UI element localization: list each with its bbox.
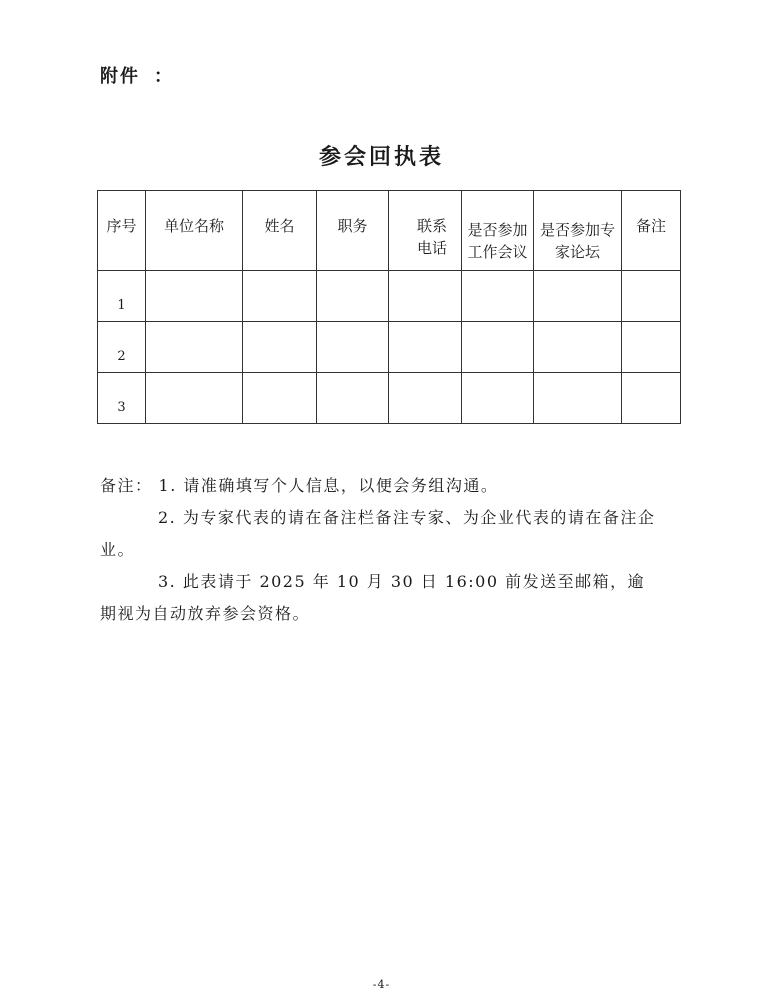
note-1 (100, 470, 660, 502)
row-number: 1 (98, 271, 146, 322)
cell-unit-name[interactable] (146, 373, 243, 424)
cell-phone[interactable] (389, 373, 462, 424)
cell-attend-forum[interactable] (534, 271, 622, 322)
note-2: 2. 为专家代表的请在备注栏备注专家、为企业代表的请在备注企业。 (100, 508, 656, 559)
row-number: 2 (98, 322, 146, 373)
page-title: 参会回执表 (318, 145, 444, 170)
header-phone-line1: 联系 (416, 217, 447, 235)
cell-remarks[interactable] (622, 322, 681, 373)
note-3: 3. 此表请于 2025 年 10 月 30 日 16:00 前发送至邮箱，逾期视为自动放弃参会资格。 (100, 572, 646, 623)
reply-form-table (97, 190, 681, 424)
table-row (98, 271, 681, 322)
header-unit-name: 单位名称 (146, 191, 243, 271)
header-position: 职务 (317, 191, 389, 271)
header-attend-forum (534, 191, 622, 271)
cell-name[interactable] (243, 322, 317, 373)
header-meeting-line2: 工作会议 (467, 243, 528, 261)
note-1-text: 1. 请准确填写个人信息，以便会务组沟通。 (158, 476, 499, 495)
attachment-text: 附件 (100, 66, 140, 87)
cell-attend-meeting[interactable] (462, 373, 534, 424)
cell-attend-forum[interactable] (534, 373, 622, 424)
header-meeting-line1: 是否参加 (467, 221, 528, 239)
cell-position[interactable] (317, 271, 389, 322)
header-phone (389, 191, 462, 271)
row-number: 3 (98, 373, 146, 424)
cell-unit-name[interactable] (146, 271, 243, 322)
attachment-colon: ： (154, 66, 174, 87)
header-forum-line2: 家论坛 (554, 243, 600, 261)
cell-position[interactable] (317, 373, 389, 424)
table-row (98, 373, 681, 424)
header-phone-line2: 电话 (416, 239, 447, 257)
cell-name[interactable] (243, 271, 317, 322)
header-seq: 序号 (98, 191, 146, 271)
header-name: 姓名 (243, 191, 317, 271)
cell-attend-meeting[interactable] (462, 322, 534, 373)
header-attend-meeting (462, 191, 534, 271)
cell-unit-name[interactable] (146, 322, 243, 373)
cell-phone[interactable] (389, 271, 462, 322)
table-row (98, 322, 681, 373)
header-remarks: 备注 (622, 191, 681, 271)
cell-name[interactable] (243, 373, 317, 424)
cell-remarks[interactable] (622, 373, 681, 424)
page-number: -4- (372, 978, 391, 991)
notes-section (100, 470, 660, 630)
cell-position[interactable] (317, 322, 389, 373)
cell-attend-forum[interactable] (534, 322, 622, 373)
cell-phone[interactable] (389, 322, 462, 373)
table-header-row (98, 191, 681, 271)
header-forum-line1: 是否参加专 (539, 221, 615, 239)
notes-label: 备注： (100, 476, 153, 495)
cell-remarks[interactable] (622, 271, 681, 322)
cell-attend-meeting[interactable] (462, 271, 534, 322)
attachment-label (100, 62, 174, 88)
